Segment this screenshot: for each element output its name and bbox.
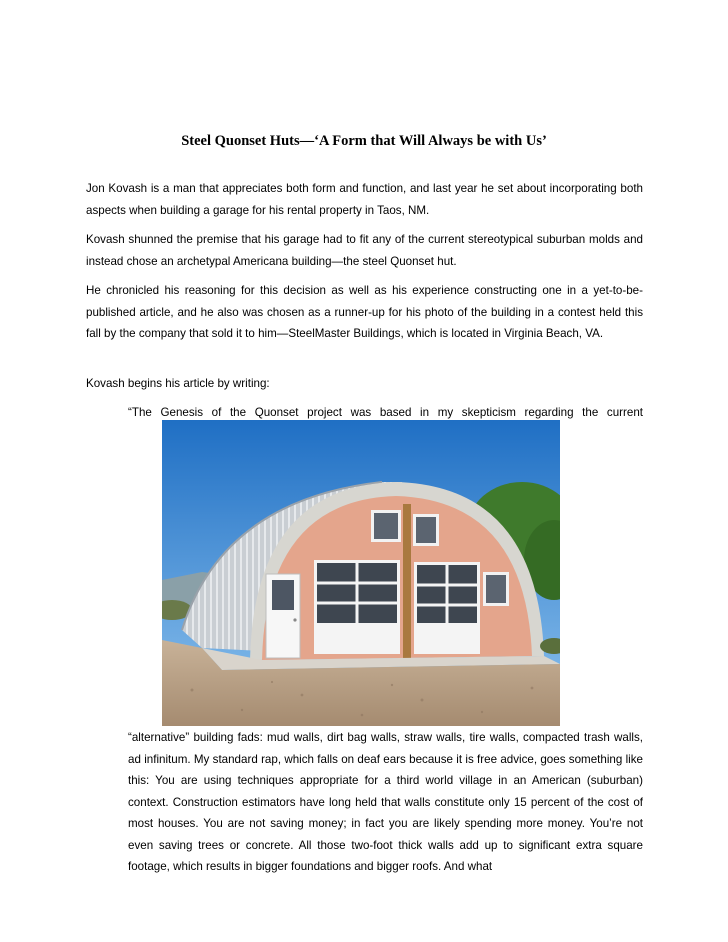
quonset-hut-photo xyxy=(162,420,560,726)
paragraph-choice: Kovash shunned the premise that his garage had to fit any of the current stereotypical suburban molds and instead chose an archetypal Americana building—the steel Quonset hut. xyxy=(86,233,643,268)
paragraph-article: He chronicled his reasoning for this decision as well as his experience constructing one in a yet-to-be-published article, and he also was chosen as a runner-up for his photo of the building in a contest held this fall by the company that sold it to him—SteelMaster Buildings, which is located in Virginia Beach, VA. xyxy=(86,284,643,340)
quote-continued: “alternative” building fads: mud walls, dirt bag walls, straw walls, tire walls, compacted trash walls, ad infinitum. My standard rap, which falls on deaf ears because it is free advice, goes something like this: You are using techniques appropriate for a third world village in an American (suburban) context. Construction estimators have long held that walls constitute only 15 percent of the cost of most houses. You are not saving money; in fact you are likely spending more money. You’re not even saving trees or concrete. All those two-foot thick walls add up to significant extra square footage, which results in bigger foundations and bigger roofs. And what xyxy=(128,731,643,873)
article-title: Steel Quonset Huts—‘A Form that Will Always be with Us’ xyxy=(181,133,547,149)
paragraph-lead-in: Kovash begins his article by writing: xyxy=(86,377,270,390)
paragraph-intro: Jon Kovash is a man that appreciates both form and function, and last year he set about incorporating both aspects when building a garage for his rental property in Taos, NM. xyxy=(86,182,643,217)
quote-opening-line: “The Genesis of the Quonset project was based in my skepticism regarding the current xyxy=(128,406,643,419)
